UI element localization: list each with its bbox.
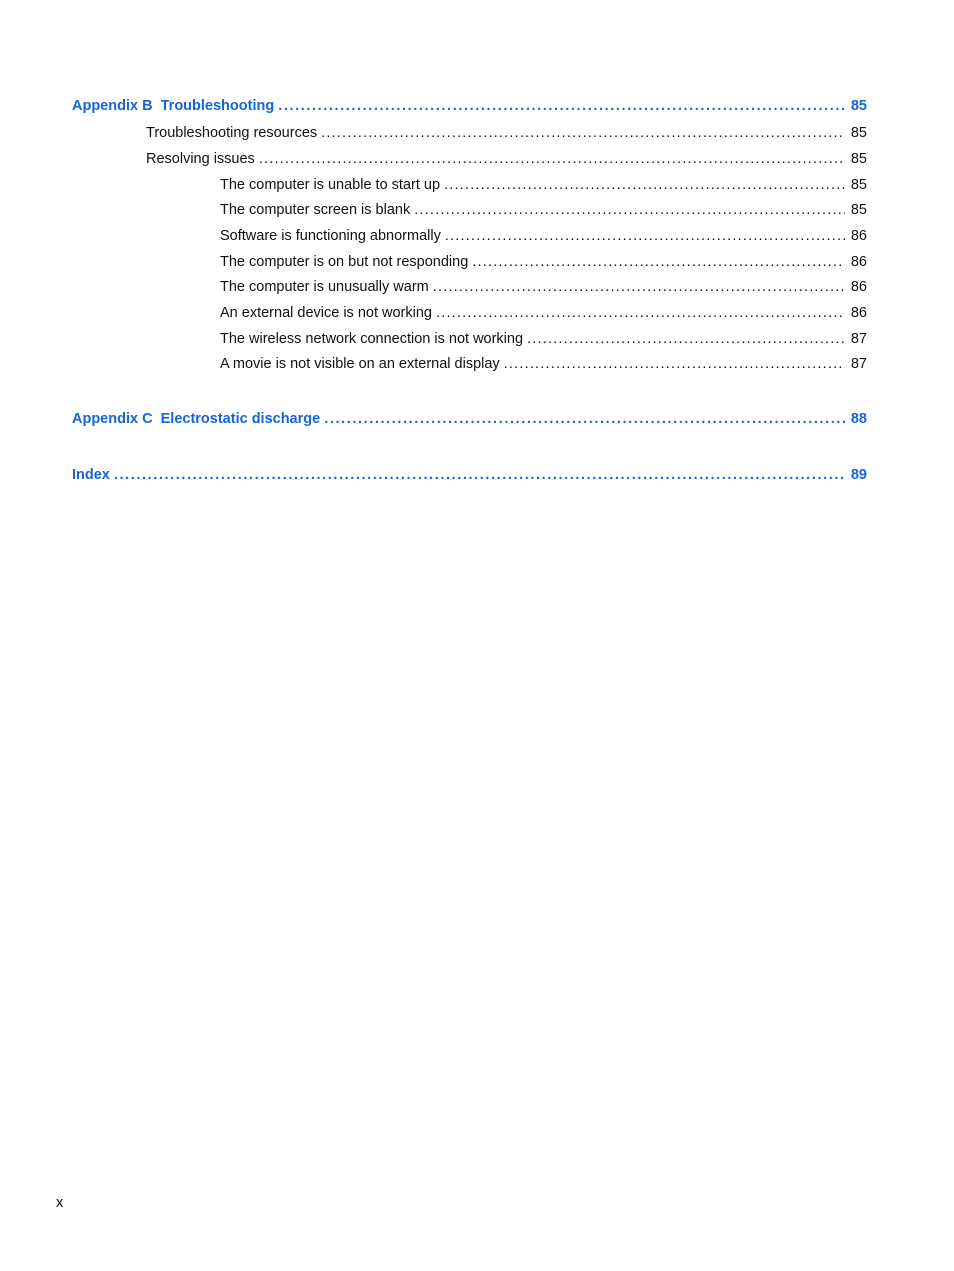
toc-entry-appendix-b[interactable] [72,97,867,115]
toc-entry-page: 86 [850,254,867,270]
toc-entry-movie-not-visible[interactable] [220,355,867,373]
appendix-c-prefix: Appendix C [72,411,153,427]
toc-entry-page: 85 [850,125,867,141]
toc-entry-label: Troubleshooting resources [146,125,318,141]
toc-entry-page: 85 [850,202,867,218]
dot-leader [433,278,845,296]
toc-entry-label: A movie is not visible on an external display [220,356,500,372]
appendix-b-title: Troubleshooting [160,98,275,114]
toc-entry-label: The computer is unable to start up [220,177,441,193]
toc-entry-wireless-network[interactable] [220,330,867,348]
dot-leader [472,253,845,271]
toc-entry-page: 87 [850,331,867,347]
toc-entry-page: 87 [850,356,867,372]
dot-leader [114,466,845,484]
toc-entry-software-abnormal[interactable] [220,227,867,245]
toc-entry-unusually-warm[interactable] [220,278,867,296]
toc-entry-page: 85 [850,177,867,193]
toc-entry-external-device[interactable] [220,304,867,322]
toc-entry-label: Resolving issues [146,151,255,167]
toc-entry-appendix-b-label [72,97,274,115]
dot-leader [278,97,845,115]
toc-entry-label: The computer is unusually warm [220,279,429,295]
dot-leader [444,176,845,194]
toc-entry-label: An external device is not working [220,305,432,321]
toc-entry-unable-to-start[interactable] [220,176,867,194]
toc-entry-page: 85 [850,151,867,167]
toc-entry-page: 86 [850,305,867,321]
toc-entry-page: 86 [850,279,867,295]
toc-entry-appendix-b-page: 85 [850,98,867,114]
toc-entry-appendix-c-page: 88 [850,411,867,427]
toc-entry-resolving-issues[interactable] [146,150,867,168]
toc-entry-appendix-c[interactable] [72,410,867,428]
dot-leader [324,410,845,428]
appendix-b-prefix: Appendix B [72,98,153,114]
toc-entry-label: The computer screen is blank [220,202,411,218]
toc-entry-page: 86 [850,228,867,244]
toc-entry-label: The computer is on but not responding [220,254,469,270]
dot-leader [436,304,845,322]
toc-entry-appendix-c-label [72,410,320,428]
dot-leader [527,330,845,348]
toc-entry-index[interactable] [72,466,867,484]
toc-entry-screen-blank[interactable] [220,201,867,219]
dot-leader [445,227,845,245]
toc-entry-index-page: 89 [850,467,867,483]
dot-leader [504,355,845,373]
toc-entry-index-label: Index [72,467,110,483]
page-folio: x [56,1195,64,1211]
dot-leader [259,150,845,168]
toc-entry-not-responding[interactable] [220,253,867,271]
toc-entry-label: Software is functioning abnormally [220,228,441,244]
dot-leader [321,124,845,142]
toc-entry-troubleshooting-resources[interactable] [146,124,867,142]
dot-leader [414,201,845,219]
toc-entry-label: The wireless network connection is not working [220,331,524,347]
appendix-c-title: Electrostatic discharge [160,411,321,427]
